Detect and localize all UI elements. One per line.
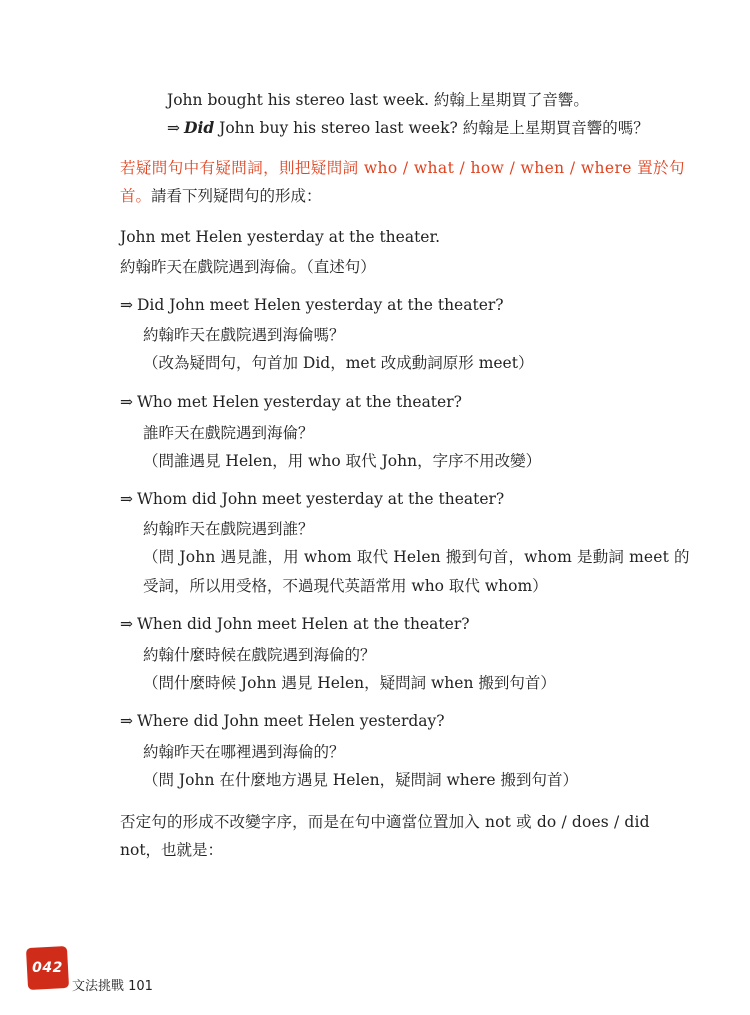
question-when — [120, 615, 470, 633]
question-who-translation: 誰昨天在戲院遇到海倫？ — [143, 424, 314, 442]
example-sentence: John bought his stereo last week. 約翰上星期買了音響。 — [167, 91, 589, 109]
arrow-icon: ⇒ — [120, 393, 133, 411]
rule-text-end: 首。 — [120, 187, 152, 205]
question-did-text: Did John meet Helen yesterday at the theater? — [137, 296, 504, 314]
base-sentence: John met Helen yesterday at the theater. — [120, 228, 441, 246]
negative-rule-line1: 否定句的形成不改變字序，而是在句中適當位置加入 not 或 do / does / did — [120, 813, 650, 831]
question-whom-text: Whom did John meet yesterday at the theater? — [137, 490, 505, 508]
arrow-icon: ⇒ — [167, 119, 180, 137]
arrow-icon: ⇒ — [120, 296, 133, 314]
book-title: 文法挑戰 101 — [72, 979, 153, 994]
question-whom-note-line2: 受詞，所以用受格，不過現代英語常用 who 取代 whom） — [143, 577, 548, 595]
question-when-translation: 約翰什麼時候在戲院遇到海倫的？ — [143, 646, 376, 664]
question-who-text: Who met Helen yesterday at the theater? — [137, 393, 462, 411]
question-whom — [120, 490, 504, 508]
question-who — [120, 393, 462, 411]
page-number: 042 — [32, 960, 63, 976]
question-where-translation: 約翰昨天在哪裡遇到海倫的？ — [143, 743, 345, 761]
question-who-note: （問誰遇見 Helen，用 who 取代 John，字序不用改變） — [143, 452, 542, 470]
question-where — [120, 712, 445, 730]
question-where-text: Where did John meet Helen yesterday? — [137, 712, 445, 730]
question-when-text: When did John meet Helen at the theater? — [137, 615, 470, 633]
question-when-note: （問什麼時候 John 遇見 Helen，疑問詞 when 搬到句首） — [143, 674, 556, 692]
example-question — [167, 116, 649, 138]
arrow-icon: ⇒ — [120, 490, 133, 508]
question-did-translation: 約翰昨天在戲院遇到海倫嗎？ — [143, 326, 345, 344]
question-where-note: （問 John 在什麼地方遇見 Helen，疑問詞 where 搬到句首） — [143, 771, 578, 789]
question-did-note: （改為疑問句，句首加 Did，met 改成動詞原形 meet） — [143, 354, 534, 372]
arrow-icon: ⇒ — [120, 615, 133, 633]
negative-rule-line2: not，也就是： — [120, 841, 224, 859]
question-did — [120, 296, 504, 314]
rule-instruction: 請看下列疑問句的形成： — [151, 187, 322, 205]
did-emphasis: Did — [184, 118, 215, 137]
example-question-text: John buy his stereo last week? 約翰是上星期買音響的嗎？ — [219, 119, 649, 137]
arrow-icon: ⇒ — [120, 712, 133, 730]
rule-text-line1: 若疑問句中有疑問詞，則把疑問詞 who / what / how / when / where 置於句 — [120, 159, 685, 177]
question-whom-translation: 約翰昨天在戲院遇到誰？ — [143, 520, 314, 538]
question-whom-note-line1: （問 John 遇見誰，用 whom 取代 Helen 搬到句首，whom 是動詞 meet 的 — [143, 548, 690, 566]
rule-text-line2 — [120, 184, 322, 206]
base-translation: 約翰昨天在戲院遇到海倫。（直述句） — [120, 258, 376, 276]
